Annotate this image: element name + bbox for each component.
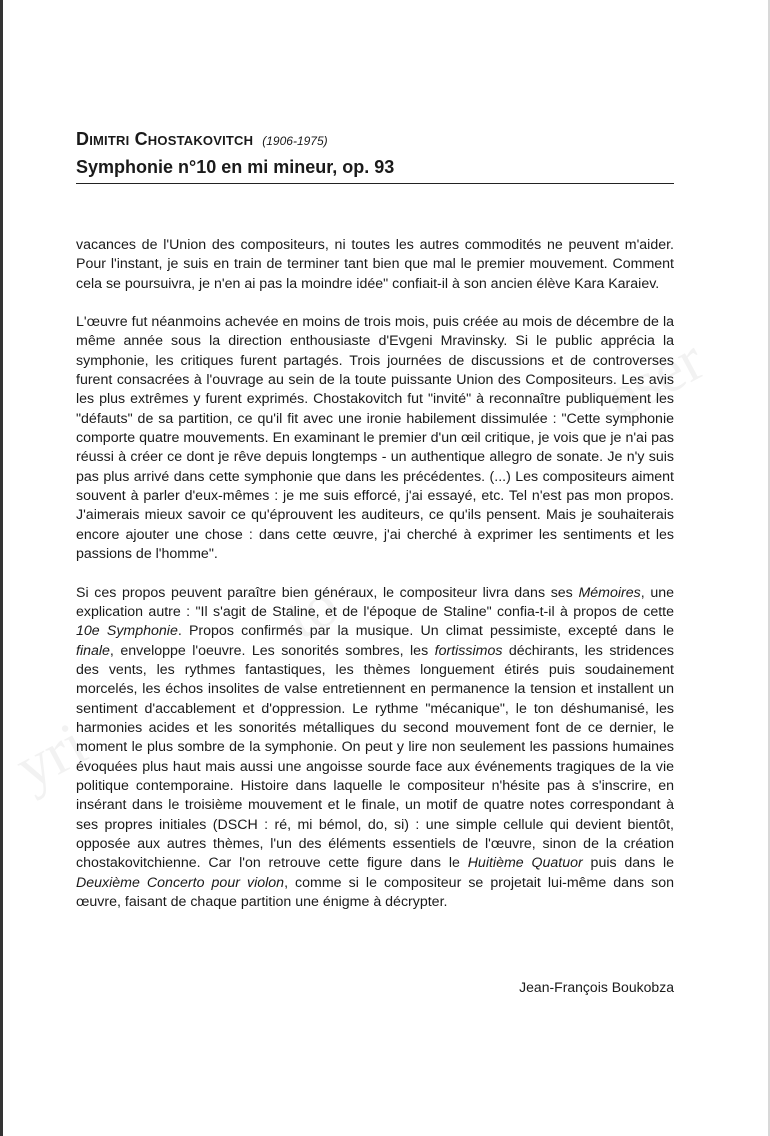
text-run: puis dans le <box>582 855 675 872</box>
italic-text: fortissimos <box>434 642 503 659</box>
text-run: . Propos confirmés par la musique. Un climat pessimiste, excepté dans le <box>177 623 674 640</box>
italic-text: Huitième Quatuor <box>467 855 583 872</box>
composer-dates: (1906-1975) <box>262 134 328 148</box>
text-run: L'œuvre fut néanmoins achevée en moins de trois mois, puis créée au mois de décembre de la même année sous la direction enthousiaste d'Evgeni Mravinsky. Si le public apprécia la symphonie, les critiques furent partagés. Trois journées de discussions et de controverses furent consacrées à l'ouvrage au sein de la toute puissante Union des Compositeurs. Les avis les plus extrêmes y furent exprimés. Chostakovitch fut "invité" à reconnaître publiquement les "défauts" de sa partition, ce qu'il fit avec une ironie habilement dissimulée : "Cette symphonie comporte quatre mouvements. En examinant le premier d'un œil critique, je vois que je n'ai pas réussi à créer ce dont je rêve depuis longtemps - un authentique allegro de sonate. Je n'y suis pas plus arrivé dans cette symphonie que dans les précédentes. (...) Les compositeurs aiment souvent à parler d'eux-mêmes : je me suis efforcé, j'ai essayé, etc. Tel n'est pas mon propos. J'aimerais mieux savoir ce qu'éprouvent les auditeurs, ce qu'ils pensent. Mais je souhaiterais encore ajouter une chose : dans cette œuvre, j'ai cherché à exprimer les sentiments et les passions de l'homme". <box>76 314 674 563</box>
header-divider <box>76 183 674 184</box>
composer-line <box>76 128 676 152</box>
svg-text:eser: eser <box>594 325 715 433</box>
article-body <box>76 236 674 931</box>
text-run: , une explication autre : "Il s'agit de Staline, et de l'époque de Staline" confia-t-il à propos de cette <box>76 584 674 620</box>
text-run: , enveloppe l'oeuvre. Les sonorités sombres, les <box>109 642 435 659</box>
paragraph <box>76 236 674 294</box>
italic-text: Mémoires <box>578 584 641 601</box>
article-header <box>76 128 676 179</box>
text-run: vacances de l'Union des compositeurs, ni toutes les autres commodités ne peuvent m'aider. Pour l'instant, je suis en train de terminer tant bien que mal le premier mouvement. Comment cela se poursuivra, je n'en ai pas la moindre idée" confiait-il à son ancien élève Kara Karaiev. <box>76 237 674 292</box>
author-signature: Jean-François Boukobza <box>519 979 674 995</box>
italic-text: 10e Symphonie <box>76 623 178 640</box>
svg-text:to: to <box>274 569 350 653</box>
paragraph <box>76 584 674 913</box>
scan-left-edge <box>0 0 3 1136</box>
italic-text: finale <box>76 642 110 659</box>
text-run: Si ces propos peuvent paraître bien généraux, le compositeur livra dans ses <box>76 584 579 601</box>
composer-name: Dimitri Chostakovitch <box>76 129 254 149</box>
text-run: déchirants, les stridences des vents, les rythmes fantastiques, les thèmes longuement étirés puis soudainement morcelés, les échos insolites de valse entretiennent en permanence la tension et installent un sentiment d'accablement et d'oppression. Le rythme "mécanique", le ton déshumanisé, les harmonies acides et les sonorités métalliques du second mouvement font de ce dernier, le moment le plus sombre de la symphonie. On peut y lire non seulement les passions humaines évoquées plus haut mais aussi une angoisse sourde face aux événements tragiques de la vie politique contemporaine. Histoire dans laquelle le compositeur n'hésite pas à s'inscrire, en insérant dans le troisième mouvement et le finale, un motif de quatre notes correspondant à ses propres initiales (DSCH : ré, mi bémol, do, si) : une simple cellule qui devient bientôt, opposée aux autres thèmes, l'un des éléments essentiels de l'œuvre, sinon de la création chostakovitchienne. Car l'on retrouve cette figure dans le <box>76 642 674 872</box>
text-run: , comme si le compositeur se projetait lui-même dans son œuvre, faisant de chaque partition une énigme à décrypter. <box>76 874 674 910</box>
svg-text:yri: yri <box>4 709 98 803</box>
paragraph <box>76 313 674 564</box>
work-title: Symphonie n°10 en mi mineur, op. 93 <box>76 157 395 177</box>
italic-text: Deuxième Concerto pour violon <box>76 874 285 891</box>
